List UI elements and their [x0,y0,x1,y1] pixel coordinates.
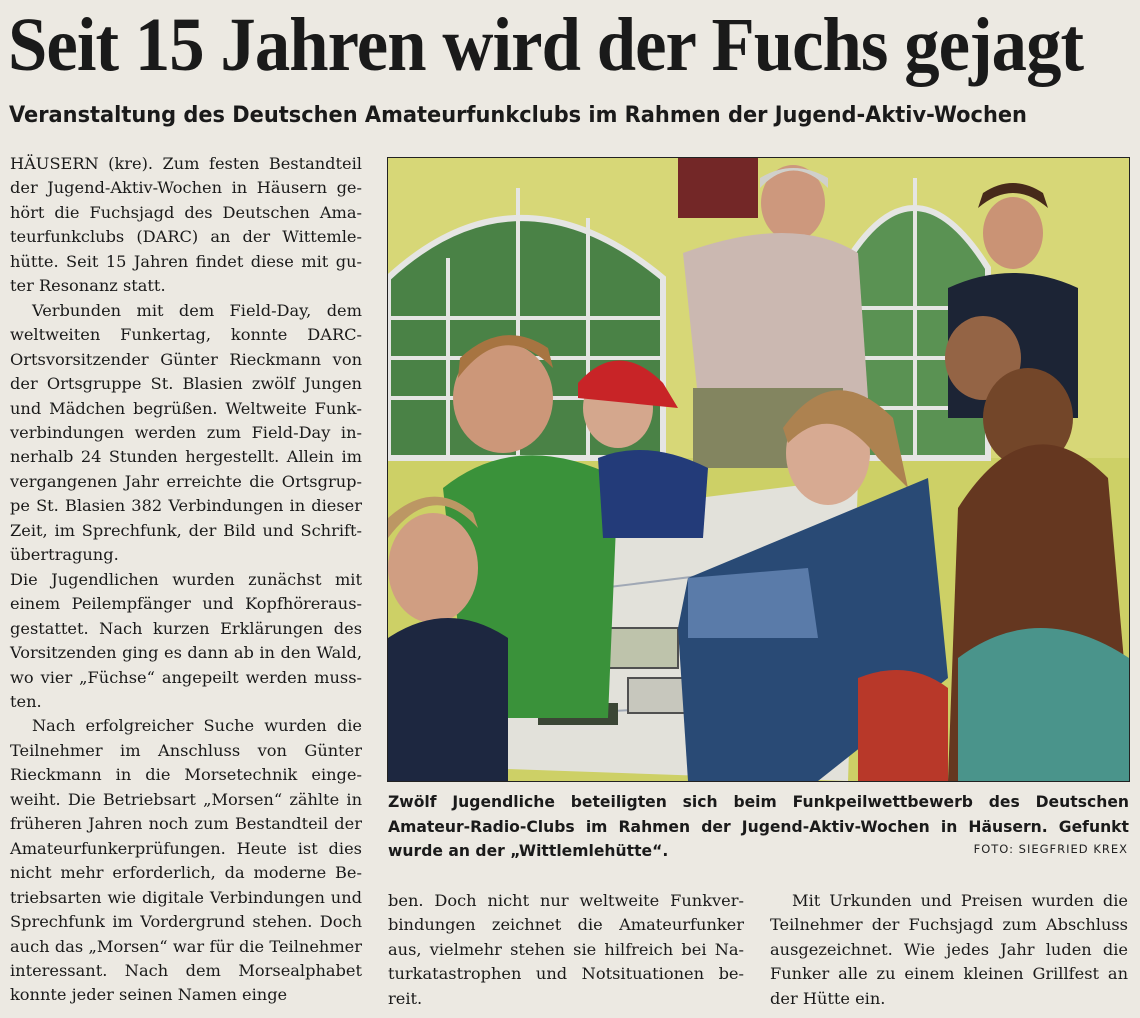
photo-credit: FOTO: SIEGFRIED KREX [973,842,1128,856]
photo-caption: Zwölf Jugendliche beteiligten sich beim Funkpeilwettbewerb des Deutschen Amateur-Radio-Clubs im Rahmen der Jugend-Aktiv-Wochen in Häusern. Gefunkt wurde an der „Wittlemlehütte“. [388,793,1129,860]
paragraph-4: Nach erfolgreicher Suche wurden die Teilnehmer im Anschluss von Günter Rieckmann in die Morsetechnik eingeweiht. Die Betriebsart „Morsen“ zählte in früheren Jahren noch zum Bestandteil der Amateurfunkerprüfungen. Heute ist dies nicht mehr erforderlich, da moderne Betriebsarten wie digitale Verbindungen und Sprechfunk im Vordergrund stehen. Doch auch das „Morsen“ war für die Teilnehmer interessant. Nach dem Morsealphabet konnte jeder seinen Namen einge [10,716,362,1005]
headline: Seit 15 Jahren wird der Fuchs gejagt [8,3,1084,87]
paragraph-2: Verbunden mit dem Field-Day, dem weltweiten Funkertag, konnte DARC-Ortsvorsitzender Günter Rieckmann von der Ortsgruppe St. Blasien zwölf Jungen und Mädchen begrüßen. Weltweite Funkverbindungen werden zum Field-Day innerhalb 24 Stunden hergestellt. Allein im vergangenen Jahr erreichte die Ortsgruppe St. Blasien 382 Verbindungen in dieser Zeit, im Sprechfunk, der Bild und Schriftübertragung. [10,300,362,565]
subheadline: Veranstaltung des Deutschen Amateurfunkclubs im Rahmen der Jugend-Aktiv-Wochen [9,102,1027,128]
paragraph-1: HÄUSERN (kre). Zum festen Bestandteil der Jugend-Aktiv-Wochen in Häusern gehört die Fuchsjagd des Deutschen Amateurfunkclubs (DARC) an der Wittemlehütte. Seit 15 Jahren findet diese mit guter Resonanz statt. [10,154,362,296]
paragraph-5: ben. Doch nicht nur weltweite Funkverbindungen zeichnet die Amateurfunker aus, vielmehr stehen sie hilfreich bei Naturkatastrophen und Notsituationen bereit. [388,891,744,1008]
article-column-2 [388,889,744,1011]
article-photo [387,157,1130,782]
paragraph-6: Mit Urkunden und Preisen wurden die Teilnehmer der Fuchsjagd zum Abschluss ausgezeichnet. Wie jedes Jahr luden die Funker alle zu einem kleinen Grillfest an der Hütte ein. [770,891,1128,1008]
paragraph-3: Die Jugendlichen wurden zunächst mit einem Peilempfänger und Kopfhörerausgestattet. Nach kurzen Erklärungen des Vorsitzenden ging es dann ab in den Wald, wo vier „Füchse“ angepeilt werden mussten. [10,569,362,711]
article-column-3 [770,889,1128,1011]
article-column-1 [10,152,362,1008]
